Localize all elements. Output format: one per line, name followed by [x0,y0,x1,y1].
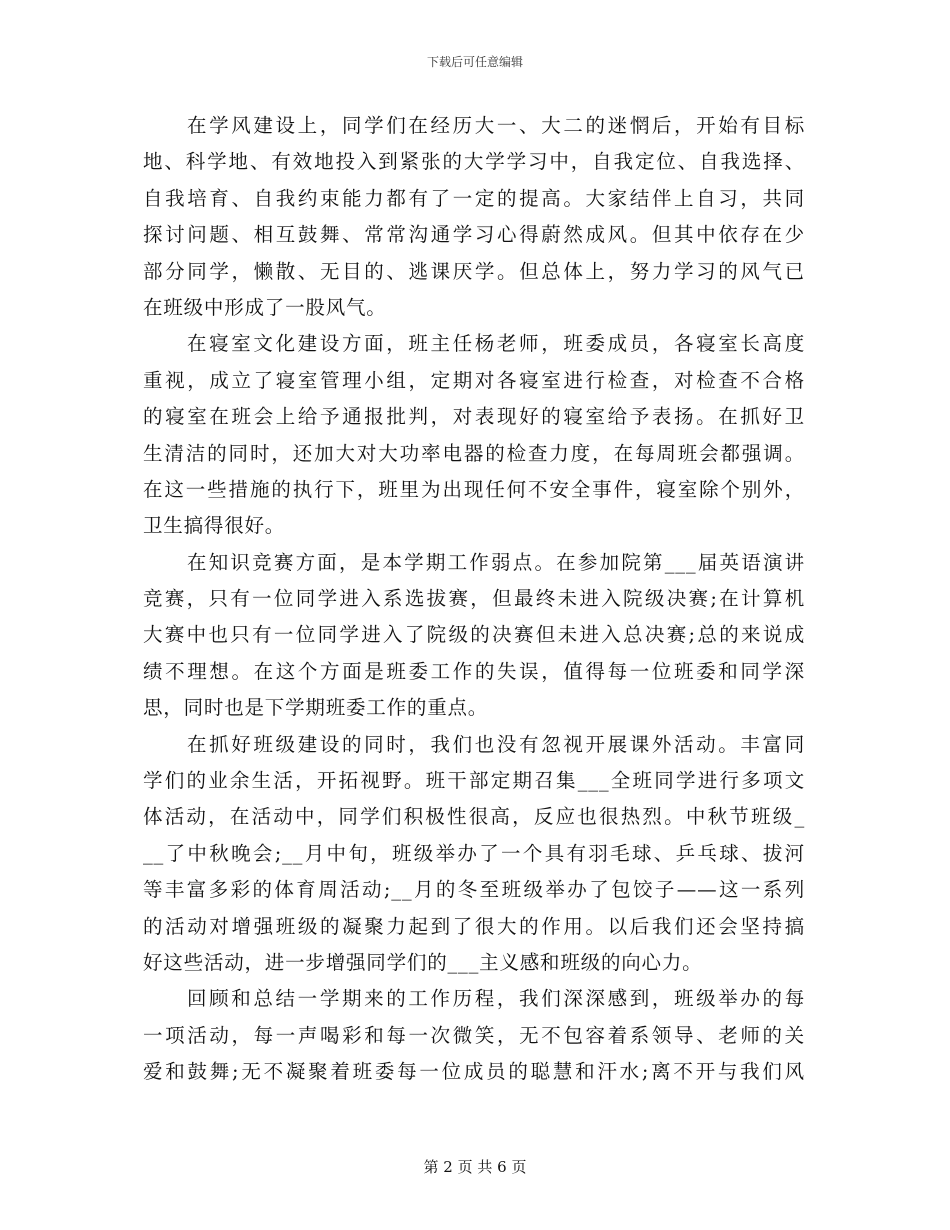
text-line: 的寝室在班会上给予通报批判，对表现好的寝室给予表扬。在抓好卫 [143,405,805,429]
text-line: 卫生搞得很好。 [143,514,286,538]
text-line: 思，同时也是下学期班委工作的重点。 [143,696,489,720]
text-line: 体活动，在活动中，同学们积极性很高，反应也很热烈。中秋节班级_ [143,805,805,829]
text-line: 重视，成立了寝室管理小组，定期对各寝室进行检查，对检查不合格 [143,368,805,392]
text-line: 在这一些措施的执行下，班里为出现任何不安全事件，寝室除个别外， [143,477,805,501]
text-line: 竞赛，只有一位同学进入系选拔赛，但最终未进入院级决赛;在计算机 [143,587,805,611]
text-line: 地、科学地、有效地投入到紧张的大学学习中，自我定位、自我选择、 [143,150,805,174]
paragraph-first-line: 在抓好班级建设的同时，我们也没有忽视开展课外活动。丰富同 [187,732,805,756]
text-line: 爱和鼓舞;无不凝聚着班委每一位成员的聪慧和汗水;离不开与我们风 [143,1060,805,1084]
text-line: 绩不理想。在这个方面是班委工作的失误，值得每一位班委和同学深 [143,659,805,683]
text-line: 探讨问题、相互鼓舞、常常沟通学习心得蔚然成风。但其中依存在少 [143,223,805,247]
page-header: 下载后可任意编辑 [426,55,523,69]
text-line: 自我培育、自我约束能力都有了一定的提高。大家结伴上自习，共同 [143,186,805,210]
paragraph-first-line: 在知识竞赛方面，是本学期工作弱点。在参加院第___届英语演讲 [187,550,805,574]
paragraph-first-line: 回顾和总结一学期来的工作历程，我们深深感到，班级举办的每 [187,987,805,1011]
text-line: 大赛中也只有一位同学进入了院级的决赛但未进入总决赛;总的来说成 [143,623,805,647]
text-line: 等丰富多彩的体育周活动;__月的冬至班级举办了包饺子——这一系列 [143,878,805,902]
text-line: 学们的业余生活，开拓视野。班干部定期召集___全班同学进行多项文 [143,769,805,793]
text-line: 在班级中形成了一股风气。 [143,295,387,319]
text-line: 好这些活动，进一步增强同学们的___主义感和班级的向心力。 [143,950,703,974]
text-line: 的活动对增强班级的凝聚力起到了很大的作用。以后我们还会坚持搞 [143,914,805,938]
text-line: 部分同学，懒散、无目的、逃课厌学。但总体上，努力学习的风气已 [143,259,805,283]
text-line: 一项活动，每一声喝彩和每一次微笑，无不包容着系领导、老师的关 [143,1023,805,1047]
paragraph-first-line: 在学风建设上，同学们在经历大一、大二的迷惘后，开始有目标 [187,114,805,137]
paragraph-first-line: 在寝室文化建设方面，班主任杨老师，班委成员，各寝室长高度 [187,332,805,356]
page-footer: 第 2 页 共 6 页 [423,1158,527,1176]
text-line: __了中秋晚会;__月中旬，班级举办了一个具有羽毛球、乒乓球、拔河 [143,841,805,865]
text-line: 生清洁的同时，还加大对大功率电器的检查力度，在每周班会都强调。 [143,441,805,465]
document-body [143,108,805,1091]
